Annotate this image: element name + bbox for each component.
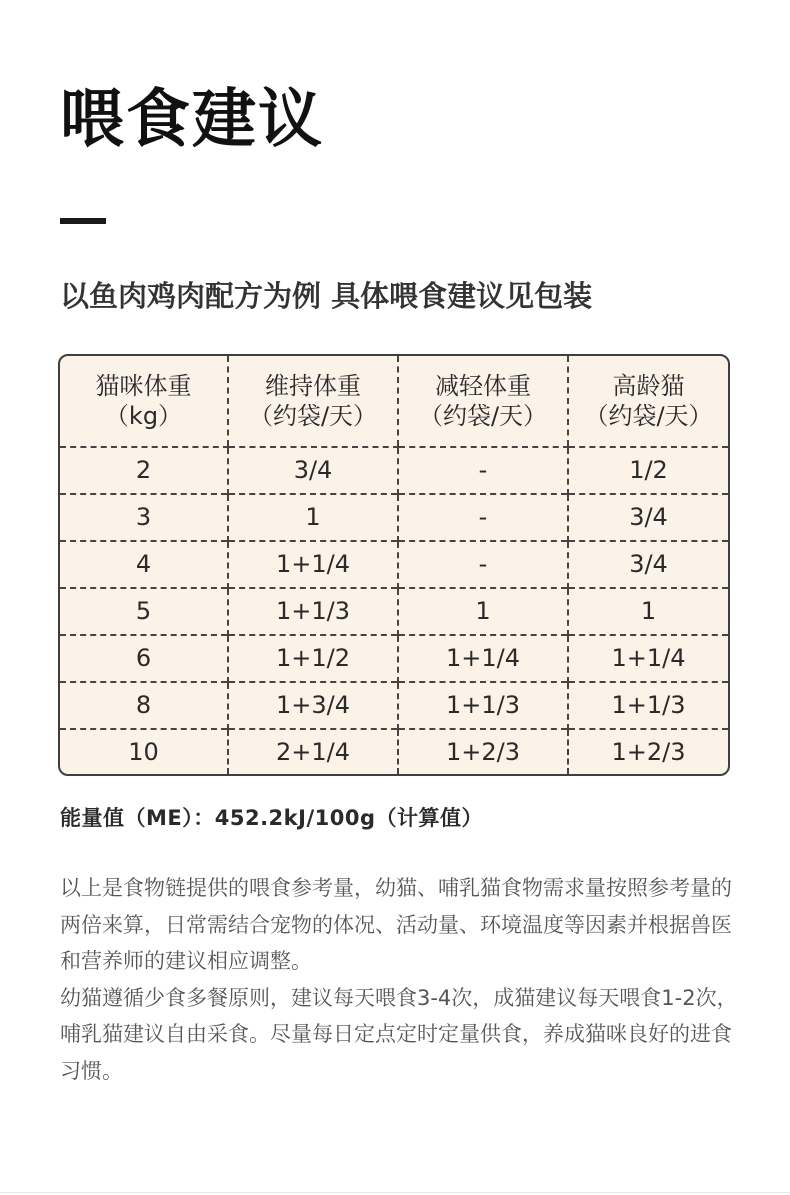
feeding-table — [60, 356, 728, 774]
table-cell: 1 — [228, 494, 398, 541]
header-line: （约袋/天） — [418, 402, 548, 430]
note-paragraph: 以上是食物链提供的喂食参考量，幼猫、哺乳猫食物需求量按照参考量的两倍来算，日常需结合宠物的体况、活动量、环境温度等因素并根据兽医和营养师的建议相应调整。 — [60, 876, 732, 973]
table-row — [60, 588, 728, 635]
table-cell: 1+1/3 — [398, 682, 568, 729]
table-cell: 6 — [60, 635, 228, 682]
header-line: 减轻体重 — [435, 372, 531, 400]
header-line: （约袋/天） — [248, 402, 378, 430]
header-senior — [568, 356, 728, 447]
table-cell: 10 — [60, 729, 228, 774]
table-cell: 1 — [398, 588, 568, 635]
table-cell: 3/4 — [568, 494, 728, 541]
header-line: （约袋/天） — [584, 402, 713, 430]
table-cell: 3/4 — [228, 447, 398, 494]
table-header-row — [60, 356, 728, 447]
feeding-notes — [60, 870, 740, 1089]
table-cell: 3/4 — [568, 541, 728, 588]
table-row — [60, 682, 728, 729]
page-subtitle: 以鱼肉鸡肉配方为例 具体喂食建议见包装 — [60, 279, 593, 313]
note-paragraph: 幼猫遵循少食多餐原则，建议每天喂食3-4次，成猫建议每天喂食1-2次，哺乳猫建议自由采食。尽量每日定点定时定量供食，养成猫咪良好的进食习惯。 — [60, 985, 738, 1083]
table-cell: 1+1/3 — [568, 682, 728, 729]
table-cell: - — [398, 494, 568, 541]
feeding-table-card — [58, 354, 730, 776]
header-maintain — [228, 356, 398, 447]
table-cell: 1+2/3 — [568, 729, 728, 774]
table-row — [60, 541, 728, 588]
header-weight — [60, 356, 228, 447]
table-cell: - — [398, 447, 568, 494]
table-cell: 2+1/4 — [228, 729, 398, 774]
table-cell: 3 — [60, 494, 228, 541]
table-cell: 5 — [60, 588, 228, 635]
table-cell: 1+2/3 — [398, 729, 568, 774]
energy-value: 能量值（ME）：452.2kJ/100g（计算值） — [60, 806, 483, 830]
header-line: 维持体重 — [265, 372, 361, 400]
header-line: （kg） — [104, 402, 183, 430]
header-line: 猫咪体重 — [95, 372, 192, 400]
table-cell: - — [398, 541, 568, 588]
page-title: 喂食建议 — [60, 83, 324, 157]
table-cell: 1+1/2 — [228, 635, 398, 682]
divider — [0, 1192, 790, 1193]
table-cell: 8 — [60, 682, 228, 729]
title-underline — [60, 218, 106, 224]
table-row — [60, 729, 728, 774]
table-cell: 2 — [135, 456, 152, 485]
table-cell: 1+1/4 — [398, 635, 568, 682]
table-cell: 1/2 — [568, 447, 728, 494]
table-row — [60, 494, 728, 541]
header-line: 高龄猫 — [612, 372, 685, 400]
table-row — [60, 635, 728, 682]
table-cell: 4 — [60, 541, 228, 588]
table-cell: 1+1/4 — [228, 541, 398, 588]
table-cell: 1+1/4 — [568, 635, 728, 682]
table-row — [60, 447, 728, 494]
table-cell: 1+3/4 — [228, 682, 398, 729]
header-reduce — [398, 356, 568, 447]
table-cell: 1 — [568, 588, 728, 635]
table-cell: 1+1/3 — [228, 588, 398, 635]
